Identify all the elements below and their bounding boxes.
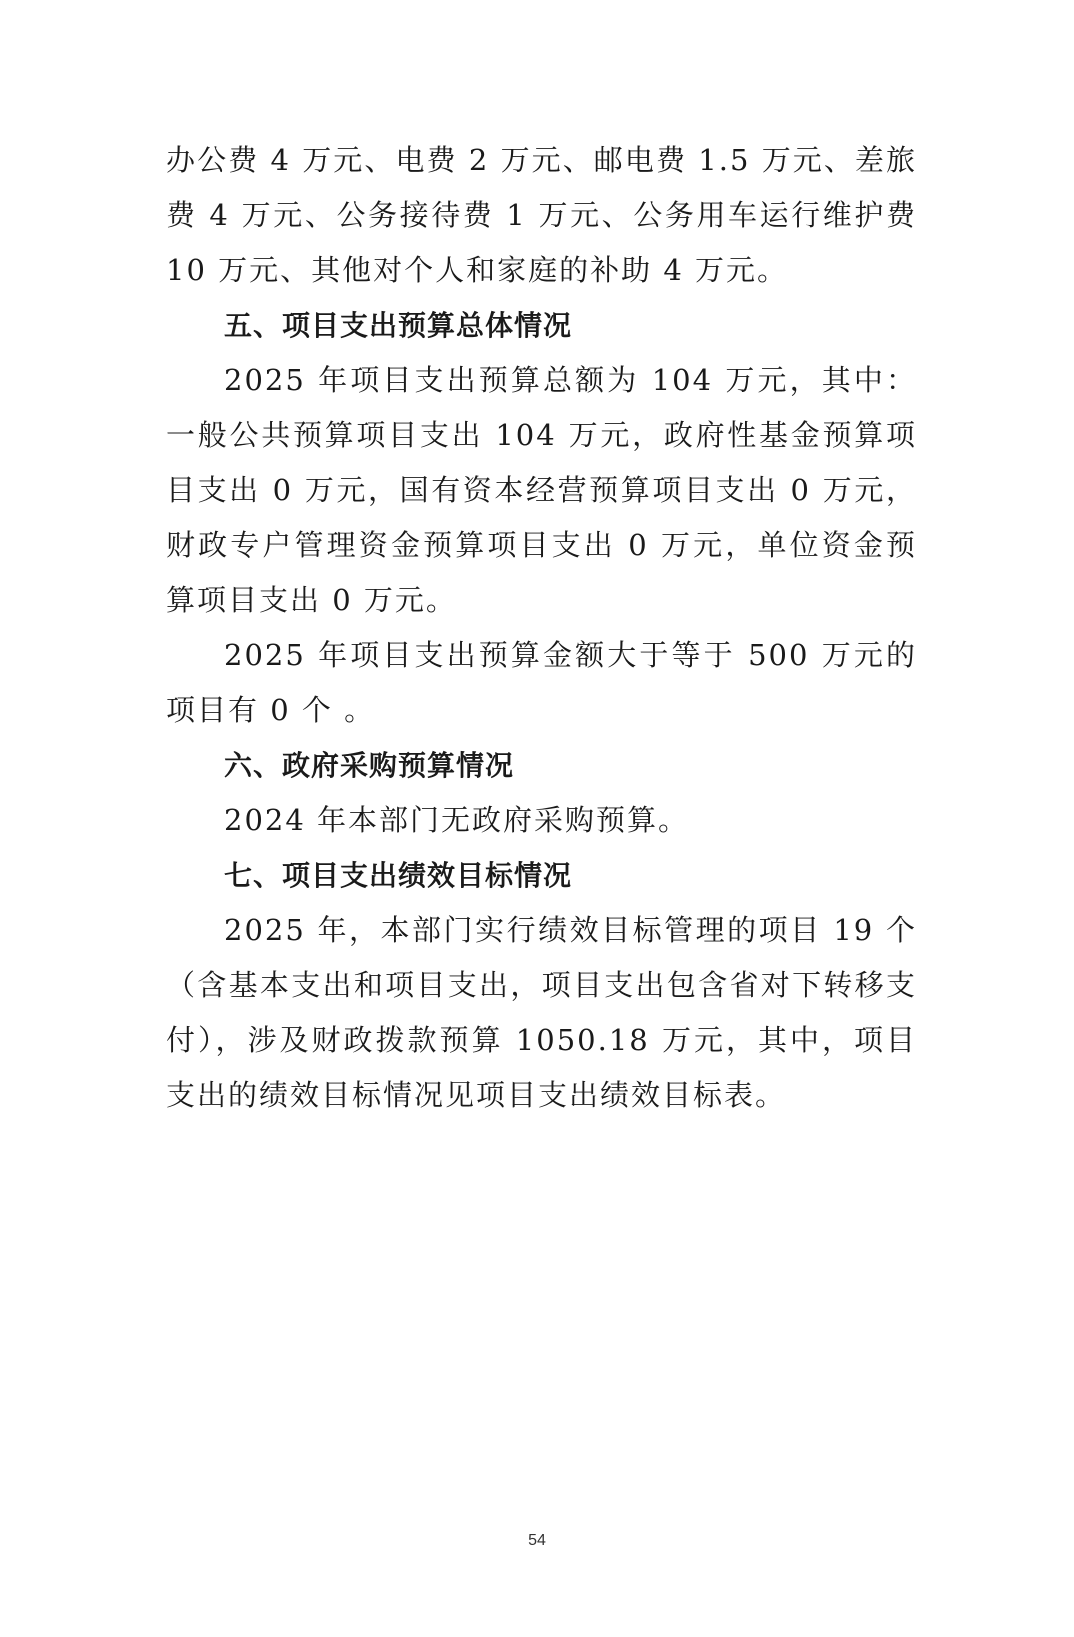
section-heading-performance: 七、项目支出绩效目标情况 <box>224 859 573 892</box>
paragraph-procurement: 2024 年本部门无政府采购预算。 <box>224 803 690 837</box>
body-text <box>166 133 917 1123</box>
paragraph-expenses-continued: 办公费 4 万元、电费 2 万元、邮电费 1.5 万元、差旅费 4 万元、公务接待费 1 万元、公务用车运行维护费 10 万元、其他对个人和家庭的补助 4 万元。 <box>166 143 917 287</box>
paragraph-project-budget-total: 2025 年项目支出预算总额为 104 万元，其中：一般公共预算项目支出 104 万元，政府性基金预算项目支出 0 万元，国有资本经营预算项目支出 0 万元，财政专户管理资金预算项目支出 0 万元，单位资金预算项目支出 0 万元。 <box>166 363 917 617</box>
section-heading-procurement: 六、政府采购预算情况 <box>224 749 515 782</box>
section-heading-project-budget: 五、项目支出预算总体情况 <box>224 309 573 342</box>
page-number: 54 <box>528 1532 546 1549</box>
paragraph-project-budget-large: 2025 年项目支出预算金额大于等于 500 万元的项目有 0 个 。 <box>166 638 917 727</box>
paragraph-performance: 2025 年，本部门实行绩效目标管理的项目 19 个（含基本支出和项目支出，项目支出包含省对下转移支付），涉及财政拨款预算 1050.18 万元，其中，项目支出的绩效目标情况见项目支出绩效目标表。 <box>166 913 917 1112</box>
